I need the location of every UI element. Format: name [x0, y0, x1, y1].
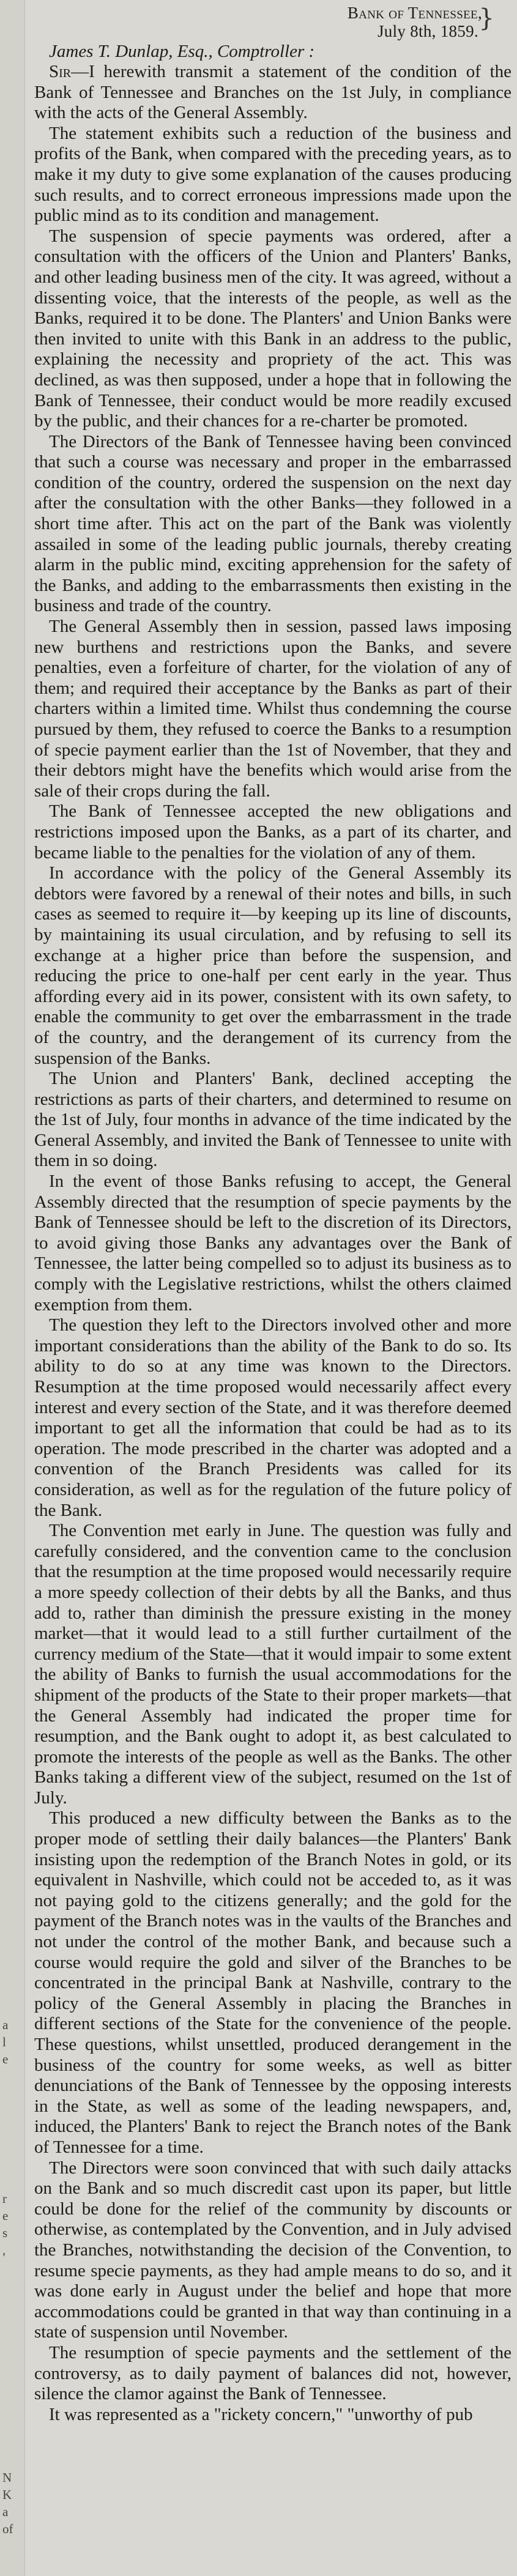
gutter-fragment: a	[2, 2017, 9, 2032]
article-paragraph: The Directors of the Bank of Tennessee having been convinced that such a course was necessary and proper in the embarrassed condition of the country, ordered the suspension on the next day after the consultation with the other Banks—they followed in a short time after. This act on the part of the Bank was violently assailed in some of the leading public journals, thereby creating alarm in the public mind, exciting apprehension for the safety of the Banks, and adding to the embarrassments then existing in the business and trade of the country.	[34, 431, 511, 616]
article-paragraph: It was represented as a "rickety concern," "unworthy of pub	[49, 2404, 473, 2424]
gutter-fragment: a	[2, 2504, 9, 2519]
addressee: James T. Dunlap, Esq., Comptroller :	[49, 42, 315, 61]
article-paragraph: The suspension of specie payments was ordered, after a consultation with the officers of the Union and Planters' Banks, and other leading business men of the city. It was agreed, without a dissenting voice, that the interests of the people, as well as the Banks, required it to be done. The Planters' and Union Banks were then invited to unite with this Bank in an address to the public, explaining the necessity and propriety of the act. This was declined, as was then supposed, under a hope that in following the Bank of Tennessee, their conduct would be more readily excused by the public, and their chances for a re-charter be promoted.	[34, 226, 511, 431]
article-paragraph: In accordance with the policy of the General Assembly its debtors were favored by a renewal of their notes and bills, in such cases as seemed to require it—by keeping up its line of discounts, by maintaining its usual circulation, and by refusing to sell its exchange at a higher price than before the suspension, and reducing the price to one-half per cent early in the year. Thus affording every aid in its power, consistent with its own safety, to enable the community to get over the embarrassment in the trade of the country, and the derangement of its currency from the suspension of the Banks.	[34, 863, 511, 1068]
dateline-brace: }	[478, 4, 494, 32]
article-paragraph: In the event of those Banks refusing to accept, the General Assembly directed that the resumption of specie payments by the Bank of Tennessee should be left to the discretion of its Directors, to avoid giving those Banks any advantages over the Bank of Tennessee, the latter being compelled so to adjust its business as to comply with the Legislative restrictions, whilst the others claimed exemption from them.	[34, 1171, 511, 1315]
article-column	[34, 0, 511, 2576]
paragraph-text: —I herewith transmit a statement of the condition of the Bank of Tennessee and Branches on the 1st July, in compliance with the acts of the General Assembly.	[34, 62, 511, 123]
gutter-fragment: e	[2, 2208, 9, 2223]
article-paragraph: The Bank of Tennessee accepted the new obligations and restrictions imposed upon the Banks, as a part of its charter, and became liable to the penalties for the violation of any of them.	[34, 801, 511, 863]
article-paragraph: The Convention met early in June. The question was fully and carefully considered, and the convention came to the conclusion that the resumption at the time proposed would necessarily require a more speedy collection of their debts by all the Banks, and thus add to, rather than diminish the pressure existing in the money market—that it would lead to a still further curtailment of the currency medium of the State—that it would impair to some extent the ability of Banks to furnish the usual accommodations for the shipment of the products of the State to their proper markets—that the General Assembly had indicated the proper time for resumption, and the Bank ought to adopt it, as best calculated to promote the interests of the people as well as the Banks. The other Banks taking a different view of the subject, resumed on the 1st of July.	[34, 1521, 511, 1808]
article-paragraph: The Union and Planters' Bank, declined accepting the restrictions as parts of their charters, and determined to resume on the 1st of July, four months in advance of the time indicated by the General Assembly, and invited the Bank of Tennessee to unite with them in so doing.	[34, 1069, 511, 1171]
article-paragraph: The General Assembly then in session, passed laws imposing new burthens and restrictions upon the Banks, and severe penalties, even a forfeiture of charter, for the violation of any of them; and required their acceptance by the Banks as part of their charters within a limited time. Whilst thus condemning the course pursued by them, they refused to coerce the Banks to a resumption of specie payment earlier than the 1st of November, that they and their debtors might have the benefits which would arise from the sale of their crops during the fall.	[34, 617, 511, 801]
gutter-fragment: N	[2, 2470, 12, 2485]
article-paragraph: The statement exhibits such a reduction of the business and profits of the Bank, when compared with the preceding years, as to make it my duty to give some explanation of the causes producing such results, and to correct erroneous impressions made upon the public mind as to its condition and management.	[34, 123, 511, 226]
left-column-gutter	[0, 0, 25, 2576]
dateline	[34, 0, 511, 40]
article-paragraph: The resumption of specie payments and the settlement of the controversy, as to daily payment of balances did not, however, silence the clamor against the Bank of Tennessee.	[34, 2342, 511, 2404]
gutter-fragment: r	[2, 2191, 7, 2206]
gutter-fragment: of	[2, 2522, 13, 2536]
letter-date: July 8th, 1859.	[377, 22, 478, 40]
gutter-fragment: K	[2, 2487, 12, 2502]
gutter-fragment: s	[2, 2225, 8, 2240]
salutation: Sir	[49, 62, 72, 81]
bank-name: Bank of Tennessee,	[347, 4, 482, 22]
gutter-fragment: l	[2, 2035, 6, 2049]
article-paragraph: The Directors were soon convinced that with such daily attacks on the Bank and so much discredit cast upon its paper, but little could be done for the relief of the community by discounts or otherwise, as contemplated by the Convention, and in July advised the Branches, notwithstanding the decision of the Convention, to resume specie payments, as they had ample means to do so, and it was done early in August under the belief and hope that more accommodations could be granted in that way than continuing in a state of suspension until November.	[34, 2158, 511, 2342]
article-paragraph: This produced a new difficulty between the Banks as to the proper mode of settling their daily balances—the Planters' Bank insisting upon the redemption of the Branch Notes in gold, or its equivalent in Nashville, which could not be acceded to, as it was not paying gold to the citizens generally; and the gold for the payment of the Branch notes was in the vaults of the Branches and not under the control of the mother Bank, and because such a course would require the gold and silver of the Branches to be concentrated in the principal Bank at Nashville, contrary to the policy of the General Assembly in placing the Branches in different sections of the State for the convenience of the people. These questions, whilst unsettled, produced derangement in the business of the country for some weeks, as well as bitter denunciations of the Bank of Tennessee by the opposing interests in the State, as well as some of the leading newspapers, and, induced, the Planters' Bank to reject the Branch notes of the Bank of Tennessee for a time.	[34, 1808, 511, 2157]
gutter-fragment: e	[2, 2052, 9, 2066]
article-paragraph	[34, 62, 511, 124]
article-paragraph: The question they left to the Directors involved other and more important considerations than the ability of the Bank to do so. Its ability to do so at any time was known to the Directors. Resumption at the time proposed would necessarily affect every interest and every section of the State, and it was therefore deemed important to get all the information that could be had as to its operation. The mode prescribed in the charter was adopted and a convention of the Branch Presidents was called for its consideration, as well as for the regulation of the future policy of the Bank.	[34, 1315, 511, 1520]
gutter-fragment: ,	[2, 2243, 6, 2257]
